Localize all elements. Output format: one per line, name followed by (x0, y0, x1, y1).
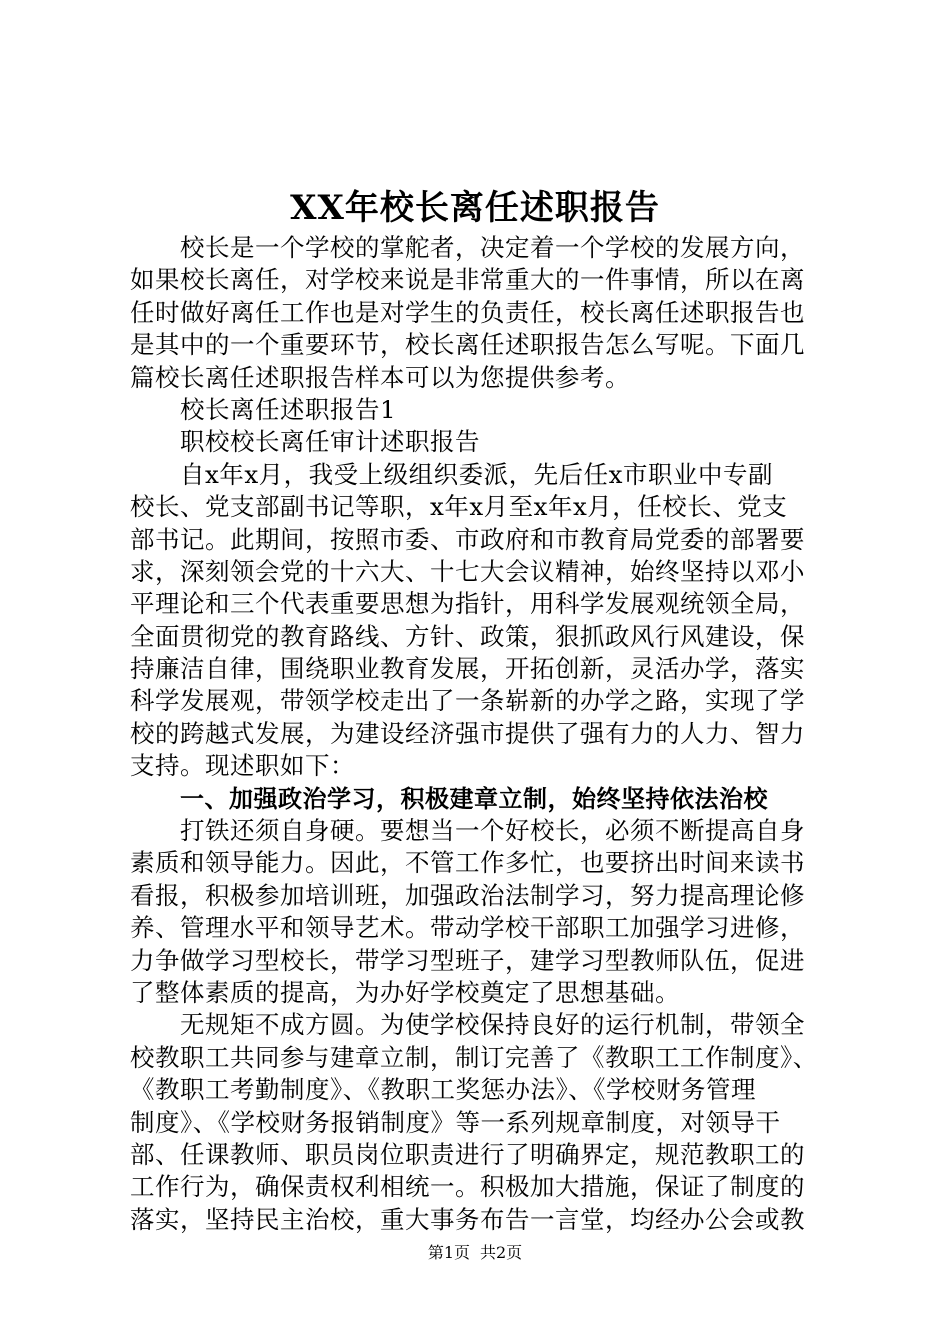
page-total: 共2页 (480, 1243, 523, 1262)
text-line: 校的跨越式发展，为建设经济强市提供了强有力的人力、智力 (130, 718, 805, 748)
text-line: 校长是一个学校的掌舵者，决定着一个学校的发展方向， (180, 233, 805, 262)
text-line: 工作行为，确保责权利相统一。积极加大措施，保证了制度的 (130, 1172, 805, 1202)
text-line: 了整体素质的提高，为办好学校奠定了思想基础。 (130, 977, 680, 1007)
text-line: 支持。现述职如下： (130, 751, 355, 781)
subtitle-line: 校长离任述职报告1 (180, 394, 397, 424)
text-line: 看报，积极参加培训班，加强政治法制学习，努力提高理论修 (130, 880, 805, 910)
text-line: 自x年x月，我受上级组织委派，先后任x市职业中专副 (180, 459, 773, 489)
text-line: 全面贯彻党的教育路线、方针、政策，狠抓政风行风建设，保 (130, 621, 805, 651)
text-line: 制度》、《学校财务报销制度》等一系列规章制度，对领导干 (130, 1107, 781, 1137)
text-line: 部书记。此期间，按照市委、市政府和市教育局党委的部署要 (130, 524, 805, 554)
text-line: 《教职工考勤制度》、《教职工奖惩办法》、《学校财务管理 (130, 1075, 756, 1105)
page-number: 第1页 (427, 1243, 470, 1262)
text-line: 校长、党支部副书记等职，x年x月至x年x月，任校长、党支 (130, 492, 788, 522)
text-line: 素质和领导能力。因此，不管工作多忙，也要挤出时间来读书 (130, 848, 805, 878)
text-line: 落实，坚持民主治校，重大事务布告一言堂，均经办公会或教 (130, 1204, 805, 1234)
text-line: 部、任课教师、职员岗位职责进行了明确界定，规范教职工的 (130, 1139, 805, 1169)
text-line: 校教职工共同参与建章立制，制订完善了《教职工工作制度》、 (130, 1042, 818, 1072)
text-line: 平理论和三个代表重要思想为指针，用科学发展观统领全局， (130, 589, 805, 619)
text-line: 任时做好离任工作也是对学生的负责任，校长离任述职报告也 (130, 297, 805, 327)
document-body (130, 232, 830, 1236)
text-line: 力争做学习型校长，带学习型班子，建学习型教师队伍，促进 (130, 945, 805, 975)
section-heading: 一、加强政治学习，积极建章立制，始终坚持依法治校 (180, 784, 768, 813)
text-line: 无规矩不成方圆。为使学校保持良好的运行机制，带领全 (180, 1010, 805, 1040)
subtitle-line: 职校校长离任审计述职报告 (180, 427, 480, 457)
page-footer (0, 1243, 950, 1263)
text-line: 打铁还须自身硬。要想当一个好校长，必须不断提高自身 (180, 816, 805, 846)
text-line: 养、管理水平和领导艺术。带动学校干部职工加强学习进修， (130, 913, 805, 943)
text-line: 持廉洁自律，围绕职业教育发展，开拓创新，灵活办学，落实 (130, 654, 805, 684)
text-line: 篇校长离任述职报告样本可以为您提供参考。 (130, 362, 630, 392)
document-title: XX年校长离任述职报告 (290, 188, 660, 228)
text-line: 求，深刻领会党的十六大、十七大会议精神，始终坚持以邓小 (130, 556, 805, 586)
text-line: 科学发展观，带领学校走出了一条崭新的办学之路，实现了学 (130, 686, 805, 716)
text-line: 是其中的一个重要环节，校长离任述职报告怎么写呢。下面几 (130, 330, 805, 360)
text-line: 如果校长离任，对学校来说是非常重大的一件事情，所以在离 (130, 265, 805, 295)
